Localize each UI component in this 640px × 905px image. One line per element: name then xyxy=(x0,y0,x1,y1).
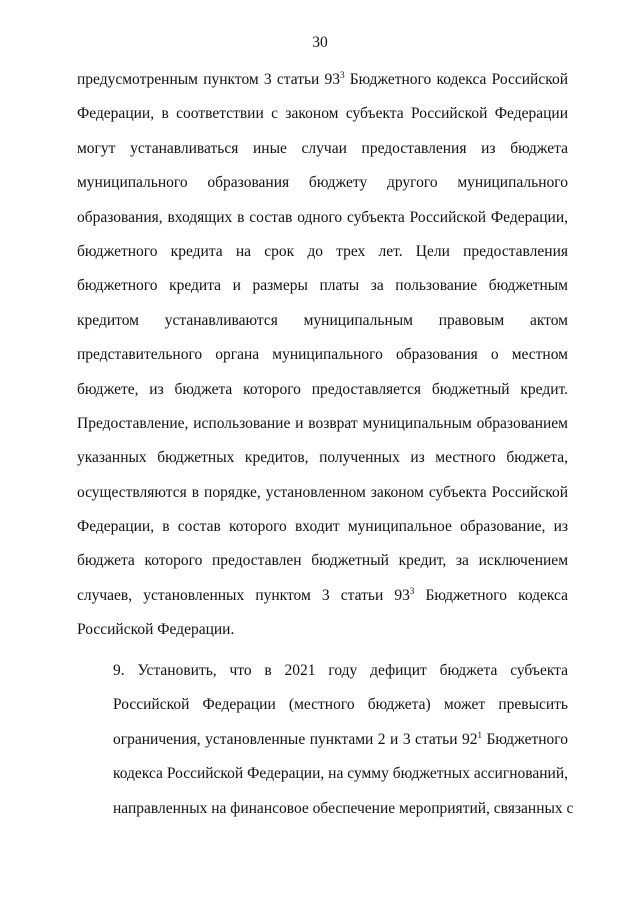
text-line xyxy=(77,654,568,688)
text-run: Бюджетного кодекса xyxy=(414,586,568,604)
text-line xyxy=(77,407,568,441)
text-run: указанных бюджетных кредитов, полученных из местного бюджета, xyxy=(77,449,568,467)
text-run: кодекса Российской Федерации, на сумму бюджетных ассигнований, xyxy=(113,765,568,783)
text-run: ограничения, установленные пунктами 2 и 3 статьи 92 xyxy=(113,730,478,748)
text-run: бюджета которого предоставлен бюджетный кредит, за исключением xyxy=(77,552,568,570)
text-run: Предоставление, использование и возврат муниципальным образованием xyxy=(77,414,568,432)
text-line xyxy=(77,441,568,475)
text-line xyxy=(77,304,568,338)
text-line xyxy=(77,792,574,826)
text-run: Федерации, в соответствии с законом субъекта Российской Федерации xyxy=(77,105,568,123)
text-run: Российской Федерации (местного бюджета) может превысить xyxy=(113,696,568,714)
text-run: направленных на финансовое обеспечение мероприятий, связанных с xyxy=(113,799,574,817)
text-run: Бюджетного xyxy=(482,730,568,748)
superscript-index: 3 xyxy=(340,70,345,80)
text-run: случаев, установленных пунктом 3 статьи 93 xyxy=(77,586,410,604)
text-run: бюджетного кредита на срок до трех лет. Цели предоставления xyxy=(77,242,568,260)
text-line xyxy=(77,132,568,166)
text-run: бюджете, из бюджета которого предоставляется бюджетный кредит. xyxy=(77,380,568,398)
text-run: Бюджетного кодекса Российской xyxy=(344,71,569,88)
superscript-index: 1 xyxy=(477,729,482,740)
paragraph-item-9 xyxy=(77,654,574,826)
text-line xyxy=(77,166,568,200)
text-line xyxy=(77,510,568,544)
text-run: 9. Установить, что в 2021 году дефицит бюджета субъекта xyxy=(113,662,568,679)
text-run: муниципального образования бюджету другого муниципального xyxy=(77,174,568,192)
superscript-index: 3 xyxy=(409,585,415,596)
text-line xyxy=(77,97,568,131)
text-line xyxy=(77,476,568,510)
text-line xyxy=(77,579,568,613)
text-run: бюджетного кредита и размеры платы за пользование бюджетным xyxy=(77,277,568,295)
text-run: кредитом устанавливаются муниципальным правовым актом xyxy=(77,311,568,329)
text-line xyxy=(77,269,568,303)
text-line xyxy=(77,338,568,372)
text-run: представительного органа муниципального образования о местном xyxy=(77,346,568,364)
text-line xyxy=(77,544,568,578)
text-run: образования, входящих в состав одного субъекта Российской Федерации, xyxy=(77,208,568,226)
text-line xyxy=(77,235,568,269)
text-run: осуществляются в порядке, установленном законом субъекта Российской xyxy=(77,483,568,501)
paragraph-budget-credit xyxy=(77,63,568,648)
text-run: Федерации, в состав которого входит муниципальное образование, из xyxy=(77,518,568,536)
page-number: 30 xyxy=(312,34,328,51)
text-line xyxy=(77,373,568,407)
text-run: Российской Федерации. xyxy=(77,621,235,639)
text-line xyxy=(77,757,568,791)
text-run: могут устанавливаться иные случаи предоставления из бюджета xyxy=(77,139,568,157)
text-line xyxy=(77,723,568,757)
text-run: предусмотренным пунктом 3 статьи 93 xyxy=(77,71,341,88)
text-line xyxy=(77,688,568,722)
text-line xyxy=(77,613,568,647)
text-line xyxy=(77,201,568,235)
text-line xyxy=(77,63,568,97)
